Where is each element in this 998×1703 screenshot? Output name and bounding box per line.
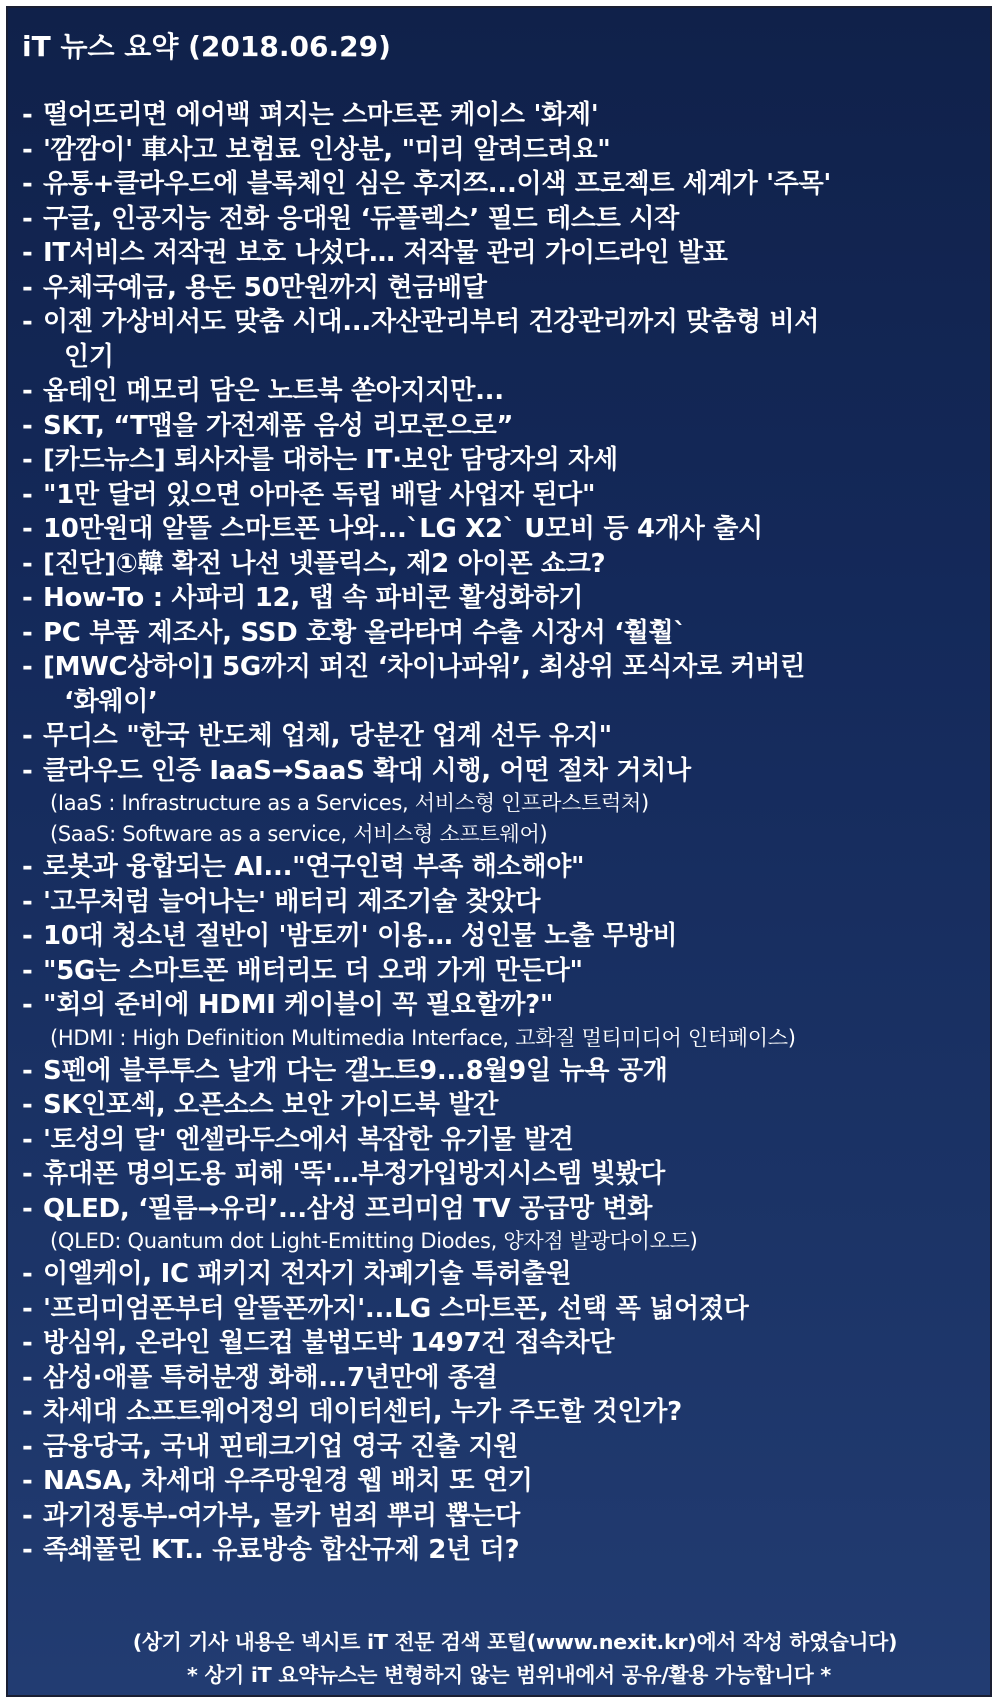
news-item <box>22 919 980 954</box>
news-headline <box>22 98 980 133</box>
headline-text: SKT, “T맵을 가전제품 음성 리모콘으로” <box>43 410 514 441</box>
news-item <box>22 1533 980 1568</box>
news-headline <box>22 1395 980 1430</box>
headline-text: 로봇과 융합되는 AI..."연구인력 부족 해소해야" <box>43 852 585 882</box>
news-headline <box>22 133 980 168</box>
news-item <box>22 98 980 133</box>
headline-text: How-To : 사파리 12, 탭 속 파비콘 활성화하기 <box>43 583 584 613</box>
news-headline <box>22 202 980 237</box>
news-item <box>22 1430 980 1465</box>
headline-continuation: ‘화웨이’ <box>64 686 158 717</box>
news-item <box>22 1292 980 1327</box>
headline-text: 차세대 소프트웨어정의 데이터센터, 누가 주도할 것인가? <box>43 1397 682 1427</box>
headline-text: "회의 준비에 HDMI 케이블이 꼭 필요할까?" <box>43 990 554 1020</box>
news-item <box>22 1088 980 1123</box>
bullet-dash: - <box>22 1500 33 1531</box>
bullet-dash: - <box>22 1055 33 1086</box>
news-item <box>22 133 980 168</box>
news-headline <box>22 443 980 478</box>
news-headline <box>22 305 980 340</box>
headline-text: [카드뉴스] 퇴사자를 대하는 IT·보안 담당자의 자세 <box>43 445 618 475</box>
news-headline <box>22 616 980 651</box>
news-headline <box>22 236 980 271</box>
news-headline <box>22 1292 980 1327</box>
bullet-dash: - <box>22 721 33 751</box>
news-headline <box>22 547 980 582</box>
news-item <box>22 305 980 374</box>
bullet-dash: - <box>22 1362 33 1393</box>
headline-text: '프리미엄폰부터 알뜰폰까지'...LG 스마트폰, 선택 폭 넓어졌다 <box>43 1293 749 1324</box>
bullet-dash: - <box>22 1193 33 1224</box>
news-headline <box>22 1326 980 1361</box>
bullet-dash: - <box>22 100 33 130</box>
headline-text: 방심위, 온라인 월드컵 불법도박 1497건 접속차단 <box>43 1328 615 1358</box>
headline-text: '깜깜이' 車사고 보험료 인상분, "미리 알려드려요" <box>43 134 611 165</box>
abbreviation-note: (HDMI : High Definition Multimedia Interface, 고화질 멀티미디어 인터페이스) <box>50 1025 796 1050</box>
bullet-dash: - <box>22 1124 33 1155</box>
news-item <box>22 374 980 409</box>
news-item <box>22 512 980 547</box>
headline-text: [MWC상하이] 5G까지 퍼진 ‘차이나파워’, 최상위 포식자로 커버린 <box>43 652 805 682</box>
news-headline <box>22 1192 980 1227</box>
bullet-dash: - <box>22 617 33 648</box>
headline-text: '토성의 달' 엔셀라두스에서 복잡한 유기물 발견 <box>43 1124 574 1155</box>
news-headline <box>22 954 980 989</box>
news-item <box>22 954 980 989</box>
bullet-dash: - <box>22 1159 33 1189</box>
news-item <box>22 202 980 237</box>
bullet-dash: - <box>22 134 33 165</box>
news-summary-panel <box>6 6 992 1697</box>
bullet-dash: - <box>22 583 33 613</box>
news-headline <box>22 1499 980 1534</box>
news-item <box>22 650 980 719</box>
bullet-dash: - <box>22 203 33 234</box>
headline-text: 구글, 인공지능 전화 응대원 ‘듀플렉스’ 필드 테스트 시작 <box>43 203 679 234</box>
news-item <box>22 988 980 1054</box>
news-headline <box>22 167 980 202</box>
footer <box>8 1626 990 1692</box>
news-item <box>22 1257 980 1292</box>
news-headline <box>22 409 980 444</box>
headline-text: 10대 청소년 절반이 '밤토끼' 이용… 성인물 노출 무방비 <box>43 921 678 951</box>
bullet-dash: - <box>22 272 33 303</box>
bullet-dash: - <box>22 1431 33 1462</box>
headline-text: 옵테인 메모리 담은 노트북 쏟아지지만... <box>43 376 504 406</box>
bullet-dash: - <box>22 852 33 882</box>
news-item <box>22 478 980 513</box>
news-item <box>22 1054 980 1089</box>
bullet-dash: - <box>22 1090 33 1120</box>
news-item <box>22 409 980 444</box>
news-item <box>22 547 980 582</box>
news-item <box>22 885 980 920</box>
headline-text: 유통+클라우드에 블록체인 심은 후지쯔...이색 프로젝트 세계가 '주목' <box>43 169 832 199</box>
bullet-dash: - <box>22 445 33 475</box>
bullet-dash: - <box>22 1535 33 1565</box>
bullet-dash: - <box>22 921 33 951</box>
footer-source-note: (상기 기사 내용은 넥시트 iT 전문 검색 포털(www.nexit.kr)에서 작성 하였습니다) <box>132 1630 898 1654</box>
news-item <box>22 167 980 202</box>
news-headline <box>22 754 980 789</box>
news-headline <box>22 919 980 954</box>
news-headline <box>22 1054 980 1089</box>
news-item <box>22 443 980 478</box>
news-headline <box>22 1464 980 1499</box>
bullet-dash: - <box>22 1466 33 1496</box>
bullet-dash: - <box>22 1293 33 1324</box>
news-headline <box>22 1088 980 1123</box>
bullet-dash: - <box>22 886 33 917</box>
bullet-dash: - <box>22 990 33 1020</box>
headline-text: S펜에 블루투스 날개 다는 갤노트9...8월9일 뉴욕 공개 <box>43 1055 668 1086</box>
headline-text: "1만 달러 있으면 아마존 독립 배달 사업자 된다" <box>43 479 596 510</box>
news-headline <box>22 719 980 754</box>
headline-text: SK인포섹, 오픈소스 보안 가이드북 발간 <box>43 1090 499 1120</box>
news-headline <box>22 1157 980 1192</box>
bullet-dash: - <box>22 955 33 986</box>
headline-text: 과기정통부-여가부, 몰카 범죄 뿌리 뽑는다 <box>43 1500 520 1531</box>
news-item <box>22 719 980 754</box>
news-headline <box>22 885 980 920</box>
news-headline <box>22 374 980 409</box>
news-item <box>22 1499 980 1534</box>
bullet-dash: - <box>22 652 33 682</box>
news-item <box>22 236 980 271</box>
headline-text: PC 부품 제조사, SSD 호황 올라타며 수출 시장서 ‘훨훨` <box>43 617 687 648</box>
bullet-dash: - <box>22 410 33 441</box>
headline-text: IT서비스 저작권 보호 나섰다… 저작물 관리 가이드라인 발표 <box>43 238 728 268</box>
bullet-dash: - <box>22 755 33 786</box>
abbreviation-note: (IaaS : Infrastructure as a Services, 서비스형 인프라스트럭처) <box>50 791 649 815</box>
bullet-dash: - <box>22 479 33 510</box>
news-item <box>22 754 980 851</box>
headline-text: '고무처럼 늘어나는' 배터리 제조기술 찾았다 <box>43 886 541 917</box>
headline-text: 삼성·애플 특허분쟁 화해...7년만에 종결 <box>43 1362 498 1393</box>
headline-continuation: 인기 <box>64 341 114 372</box>
news-item <box>22 1157 980 1192</box>
abbreviation-note: (QLED: Quantum dot Light-Emitting Diodes, 양자점 발광다이오드) <box>50 1229 698 1253</box>
bullet-dash: - <box>22 1328 33 1358</box>
news-headline <box>22 1123 980 1158</box>
headline-text: 휴대폰 명의도용 피해 '뚝'…부정가입방지시스템 빛봤다 <box>43 1159 665 1189</box>
headline-text: 금융당국, 국내 핀테크기업 영국 진출 지원 <box>43 1431 519 1462</box>
headline-text: "5G는 스마트폰 배터리도 더 오래 가게 만든다" <box>43 955 583 986</box>
news-headline <box>22 650 980 685</box>
bullet-dash: - <box>22 238 33 268</box>
news-headline <box>22 581 980 616</box>
news-headline <box>22 1533 980 1568</box>
news-item <box>22 616 980 651</box>
news-item <box>22 581 980 616</box>
news-headline <box>22 271 980 306</box>
bullet-dash: - <box>22 307 33 337</box>
news-headline <box>22 512 980 547</box>
news-item <box>22 1192 980 1258</box>
bullet-dash: - <box>22 548 33 579</box>
news-item <box>22 271 980 306</box>
page-title: iT 뉴스 요약 (2018.06.29) <box>22 30 391 63</box>
news-headline <box>22 478 980 513</box>
bullet-dash: - <box>22 1397 33 1427</box>
news-headline <box>22 1257 980 1292</box>
headline-text: 떨어뜨리면 에어백 펴지는 스마트폰 케이스 '화제' <box>43 100 599 130</box>
news-headline <box>22 1430 980 1465</box>
news-headline <box>22 988 980 1023</box>
abbreviation-note: (SaaS: Software as a service, 서비스형 소프트웨어) <box>50 822 548 846</box>
headline-text: 클라우드 인증 IaaS→SaaS 확대 시행, 어떤 절차 거치나 <box>43 755 691 786</box>
news-item <box>22 1464 980 1499</box>
news-item <box>22 1123 980 1158</box>
headline-text: [진단]①韓 확전 나선 넷플릭스, 제2 아이폰 쇼크? <box>43 548 606 579</box>
headline-text: 무디스 "한국 반도체 업체, 당분간 업계 선두 유지" <box>43 721 612 751</box>
news-headline <box>22 1361 980 1396</box>
headline-text: 이젠 가상비서도 맞춤 시대...자산관리부터 건강관리까지 맞춤형 비서 <box>43 307 820 337</box>
news-list <box>22 98 980 1568</box>
news-item <box>22 850 980 885</box>
bullet-dash: - <box>22 376 33 406</box>
headline-text: NASA, 차세대 우주망원경 웹 배치 또 연기 <box>43 1466 533 1496</box>
news-item <box>22 1326 980 1361</box>
headline-text: 우체국예금, 용돈 50만원까지 현금배달 <box>43 272 487 303</box>
bullet-dash: - <box>22 169 33 199</box>
headline-text: 족쇄풀린 KT.. 유료방송 합산규제 2년 더? <box>43 1535 520 1565</box>
headline-text: QLED, ‘필름→유리’...삼성 프리미엄 TV 공급망 변화 <box>43 1193 653 1224</box>
news-headline <box>22 850 980 885</box>
bullet-dash: - <box>22 514 33 544</box>
footer-usage-note: * 상기 iT 요약뉴스는 변형하지 않는 범위내에서 공유/활용 가능합니다 * <box>187 1663 831 1687</box>
headline-text: 이엘케이, IC 패키지 전자기 차폐기술 특허출원 <box>43 1259 572 1289</box>
bullet-dash: - <box>22 1259 33 1289</box>
headline-text: 10만원대 알뜰 스마트폰 나와...`LG X2` U모비 등 4개사 출시 <box>43 514 763 544</box>
news-item <box>22 1395 980 1430</box>
news-item <box>22 1361 980 1396</box>
